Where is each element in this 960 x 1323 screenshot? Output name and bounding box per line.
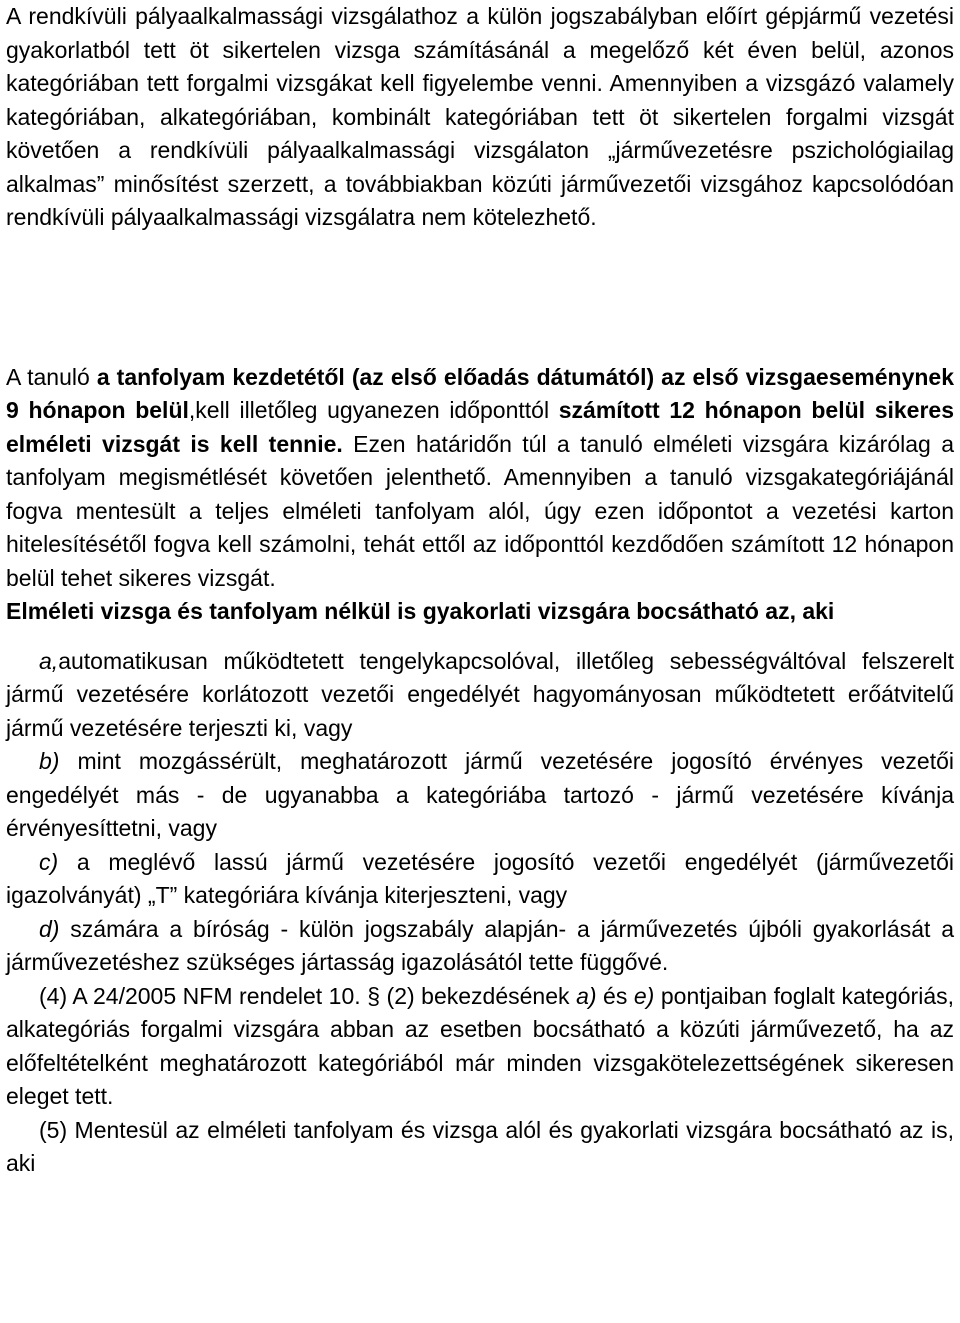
list-item-text: a meglévő lassú jármű vezetésére jogosító vezetői engedélyét (járművezetői igazolványát) „T” kategóriára kívánja kiterjeszteni, vagy bbox=[6, 848, 954, 908]
paragraph-text: Ezen határidőn túl a tanuló elméleti vizsgára kizárólag a tanfolyam megismétlését követően jelenthető. Amennyiben a tanuló vizsgakategóriájánál fogva mentesült a teljes elméleti tanfolyam alól, úgy ezen időpontot a vezetési karton hitelesítésétől fogva kell számolni, tehát ettől az időponttól kezdődően számított 12 hónapon belül tehet sikeres vizsgát. bbox=[6, 430, 954, 591]
paragraph-text: (4) A 24/2005 NFM rendelet 10. § (2) bekezdésének bbox=[39, 982, 577, 1009]
list-item-d bbox=[6, 913, 954, 980]
section-heading-exemption: Elméleti vizsga és tanfolyam nélkül is gyakorlati vizsgára bocsátható az, aki bbox=[6, 598, 835, 624]
italic-point-e: e) bbox=[633, 982, 655, 1009]
list-item-b bbox=[6, 745, 954, 846]
list-marker: d) bbox=[39, 915, 60, 942]
paragraph-text: és bbox=[596, 982, 634, 1009]
document-page bbox=[6, 0, 954, 1181]
list-item-a bbox=[6, 645, 954, 746]
list-item-c bbox=[6, 846, 954, 913]
paragraph-4-regulation bbox=[6, 980, 954, 1114]
list-item-text: automatikusan működtetett tengelykapcsolóval, illetőleg sebességváltóval felszerelt jármű vezetésére korlátozott vezetői engedélyét hagyományosan működtetett erőátvitelű jármű vezetésére terjeszti ki, vagy bbox=[6, 647, 954, 741]
bold-deadline-12-months: számított 12 hónapon belül sikeres elméleti vizsgát is kell tennie. bbox=[6, 397, 955, 457]
bold-deadline-9-months: a tanfolyam kezdetétől (az első előadás dátumától) az első vizsgaeseménynek 9 hónapon belül bbox=[6, 363, 954, 423]
paragraph-5-exemption: (5) Mentesül az elméleti tanfolyam és vizsga alól és gyakorlati vizsgára bocsátható az is, aki bbox=[6, 1116, 954, 1176]
paragraph-text: pontjaiban foglalt kategóriás, alkategóriás forgalmi vizsgára abban az esetben bocsátható a közúti járművezető, ha az előfeltételként meghatározott kategóriából már minden vizsgakötelezettségének sikeresen eleget tett. bbox=[6, 982, 954, 1109]
list-item-text: mint mozgássérült, meghatározott jármű vezetésére jogosító érvényes vezetői engedélyét más - de ugyanabba a kategóriába tartozó - jármű vezetésére kívánja érvényesíttetni, vagy bbox=[6, 748, 954, 841]
paragraph-text: A tanuló bbox=[6, 363, 97, 390]
list-marker: c) bbox=[39, 848, 59, 875]
list-item-text: számára a bíróság - külön jogszabály alapján- a járművezetés újbóli gyakorlását a járművezetéshez szükséges jártasság igazolásától tette függővé. bbox=[6, 915, 954, 975]
list-marker: b) bbox=[39, 748, 60, 774]
italic-point-a: a) bbox=[576, 982, 597, 1009]
paragraph-theory-exam-deadline bbox=[6, 361, 954, 596]
paragraph-text: ,kell illetőleg ugyanezen időponttól bbox=[188, 397, 559, 423]
paragraph-extraordinary-aptitude-test: A rendkívüli pályaalkalmassági vizsgálathoz a külön jogszabályban előírt gépjármű vezetési gyakorlatból tett öt sikertelen vizsga számításánál a megelőző két éven belül, azonos kategóriában tett forgalmi vizsgákat kell figyelembe venni. Amennyiben a vizsgázó valamely kategóriában, alkategóriában, kombinált kategóriában tett öt sikertelen forgalmi vizsgát követően a rendkívüli pályaalkalmassági vizsgálaton „járművezetésre pszichológiailag alkalmas” minősítést szerzett, a továbbiakban közúti járművezetői vizsgához kapcsolódóan rendkívüli pályaalkalmassági vizsgálatra nem kötelezhető. bbox=[6, 3, 954, 230]
list-marker: a, bbox=[39, 647, 59, 674]
